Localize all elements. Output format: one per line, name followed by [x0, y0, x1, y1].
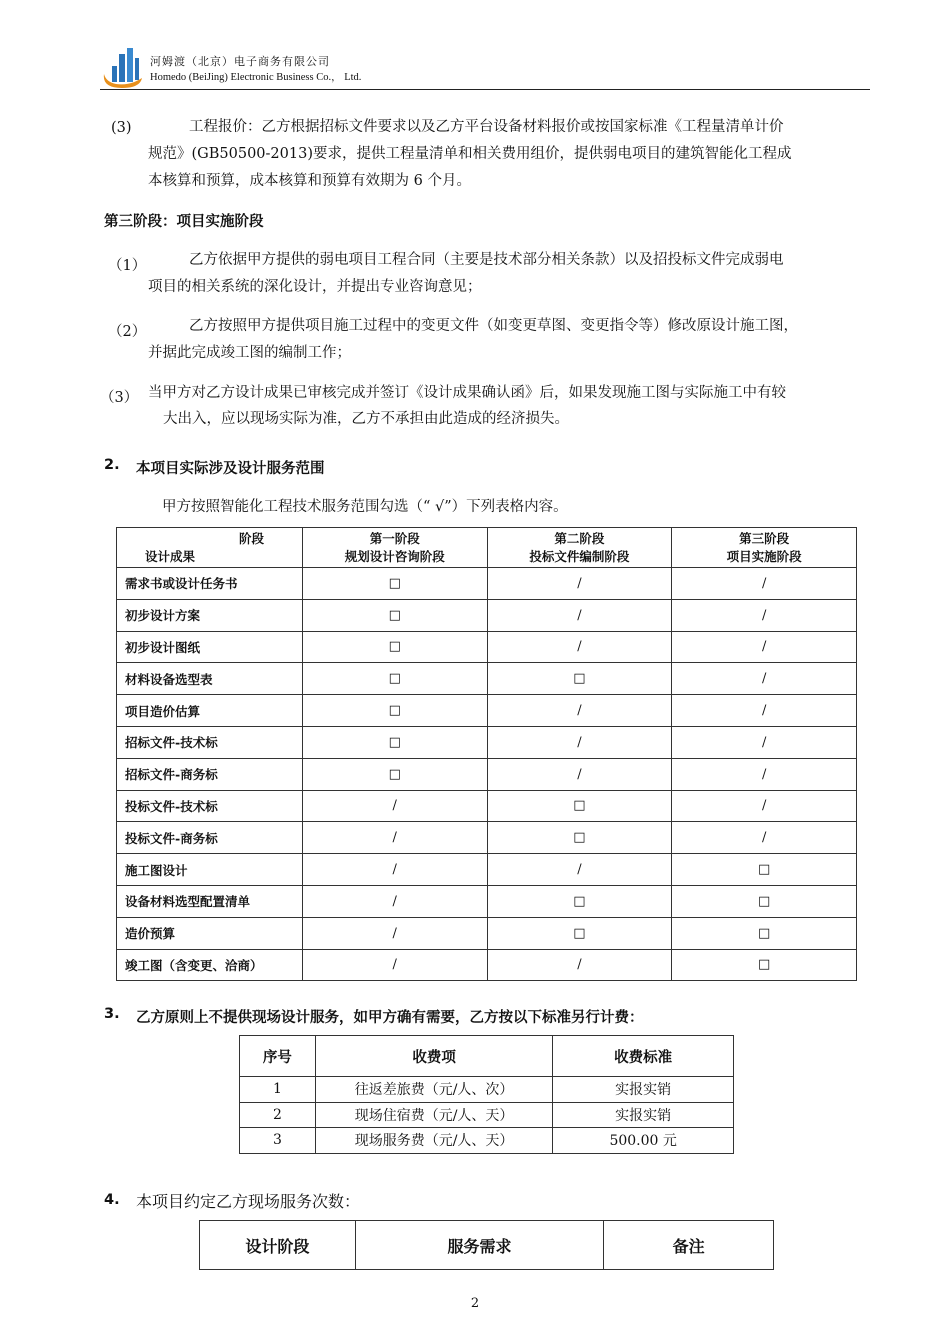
company-name-en: Homedo (BeiJing) Electronic Business Co.， Ltd.	[150, 72, 362, 83]
section-heading: 本项目实际涉及设计服务范围	[136, 461, 325, 477]
fee-item: 现场住宿费（元/人、天）	[315, 1102, 552, 1128]
column-header: 设计阶段	[200, 1221, 356, 1270]
stage-desc: 投标文件编制阶段	[529, 548, 630, 564]
checkbox-cell: /	[672, 599, 857, 631]
section-number: 3.	[104, 1006, 120, 1022]
paragraph-line: 甲方按照智能化工程技术服务范围勾选（“ √”）下列表格内容。	[162, 499, 568, 515]
checkbox-cell[interactable]: □	[487, 822, 672, 854]
row-number: 3	[240, 1128, 316, 1154]
corner-bottom-label: 设计成果	[145, 548, 196, 564]
column-header: 序号	[240, 1036, 316, 1077]
checkbox-cell[interactable]: □	[302, 631, 487, 663]
checkbox-cell: /	[672, 790, 857, 822]
checkbox-cell[interactable]: □	[302, 695, 487, 727]
checkbox-cell: /	[672, 568, 857, 600]
stage-desc: 项目实施阶段	[726, 548, 802, 564]
checkbox-cell[interactable]: □	[672, 854, 857, 886]
checkbox-cell[interactable]: □	[672, 917, 857, 949]
checkbox-cell[interactable]: □	[672, 949, 857, 981]
section-number: 4.	[104, 1192, 120, 1208]
checkbox-cell: /	[672, 695, 857, 727]
checkbox-cell: /	[487, 568, 672, 600]
table-row	[117, 758, 857, 790]
checkbox-cell: /	[302, 790, 487, 822]
table-row	[240, 1077, 734, 1103]
list-number: （2）	[108, 324, 147, 340]
table-row	[117, 695, 857, 727]
scope-table	[116, 527, 857, 981]
deliverable-cell: 投标文件-技术标	[117, 790, 303, 822]
fee-standard: 500.00 元	[553, 1128, 734, 1154]
deliverable-cell: 项目造价估算	[117, 695, 303, 727]
table-row	[117, 885, 857, 917]
checkbox-cell: /	[302, 949, 487, 981]
table-row	[117, 949, 857, 981]
checkbox-cell: /	[302, 885, 487, 917]
paragraph-line: 乙方按照甲方提供项目施工过程中的变更文件（如变更草图、变更指令等）修改原设计施工图，	[189, 318, 798, 334]
checkbox-cell[interactable]: □	[302, 599, 487, 631]
paragraph-line: 乙方依据甲方提供的弱电项目工程合同（主要是技术部分相关条款）以及招投标文件完成弱电	[189, 252, 784, 268]
deliverable-cell: 招标文件-商务标	[117, 758, 303, 790]
paragraph-line: 工程报价：乙方根据招标文件要求以及乙方平台设备材料报价或按国家标准《工程量清单计价	[189, 119, 784, 135]
table-row	[117, 822, 857, 854]
checkbox-cell: /	[672, 726, 857, 758]
stage-name: 第三阶段	[739, 530, 790, 546]
deliverable-cell: 材料设备选型表	[117, 663, 303, 695]
deliverable-cell: 初步设计图纸	[117, 631, 303, 663]
checkbox-cell[interactable]: □	[302, 568, 487, 600]
corner-top-label: 阶段	[239, 530, 265, 546]
checkbox-cell: /	[487, 695, 672, 727]
checkbox-cell: /	[302, 854, 487, 886]
deliverable-cell: 招标文件-技术标	[117, 726, 303, 758]
table-row	[117, 599, 857, 631]
checkbox-cell: /	[487, 726, 672, 758]
checkbox-cell: /	[672, 822, 857, 854]
column-header: 收费项	[315, 1036, 552, 1077]
table-header-row	[240, 1036, 734, 1077]
checkbox-cell: /	[487, 631, 672, 663]
checkbox-cell[interactable]: □	[487, 663, 672, 695]
deliverable-cell: 设备材料选型配置清单	[117, 885, 303, 917]
deliverable-cell: 需求书或设计任务书	[117, 568, 303, 600]
table-row	[117, 854, 857, 886]
paragraph-line: 大出入，应以现场实际为准，乙方不承担由此造成的经济损失。	[163, 411, 569, 427]
checkbox-cell[interactable]: □	[672, 885, 857, 917]
table-row	[117, 568, 857, 600]
column-header: 备注	[604, 1221, 774, 1270]
header-divider	[100, 89, 870, 90]
table-row	[117, 663, 857, 695]
checkbox-cell[interactable]: □	[302, 726, 487, 758]
list-number: （1）	[108, 258, 147, 274]
checkbox-cell[interactable]: □	[487, 885, 672, 917]
table-row	[240, 1128, 734, 1154]
checkbox-cell: /	[672, 758, 857, 790]
table-row	[240, 1102, 734, 1128]
section-heading: 第三阶段：项目实施阶段	[104, 214, 264, 230]
stage-header	[302, 528, 487, 568]
column-header: 收费标准	[553, 1036, 734, 1077]
checkbox-cell: /	[672, 631, 857, 663]
deliverable-cell: 初步设计方案	[117, 599, 303, 631]
list-number: (3)	[111, 120, 132, 136]
table-row	[117, 726, 857, 758]
deliverable-cell: 施工图设计	[117, 854, 303, 886]
company-logo	[100, 44, 144, 90]
row-number: 2	[240, 1102, 316, 1128]
paragraph-line: 本核算和预算，成本核算和预算有效期为 6 个月。	[148, 173, 471, 189]
paragraph-line: 并据此完成竣工图的编制工作；	[148, 345, 351, 361]
checkbox-cell[interactable]: □	[487, 790, 672, 822]
checkbox-cell: /	[672, 663, 857, 695]
list-number: （3）	[100, 390, 139, 406]
checkbox-cell[interactable]: □	[487, 917, 672, 949]
checkbox-cell: /	[487, 949, 672, 981]
table-row	[117, 917, 857, 949]
deliverable-cell: 投标文件-商务标	[117, 822, 303, 854]
stage-desc: 规划设计咨询阶段	[344, 548, 445, 564]
deliverable-cell: 造价预算	[117, 917, 303, 949]
paragraph-line: 当甲方对乙方设计成果已审核完成并签订《设计成果确认函》后，如果发现施工图与实际施工中有较	[148, 385, 786, 401]
fee-standard: 实报实销	[553, 1102, 734, 1128]
fee-item: 往返差旅费（元/人、次）	[315, 1077, 552, 1103]
paragraph-line: 规范》(GB50500-2013)要求，提供工程量清单和相关费用组价，提供弱电项目的建筑智能化工程成	[148, 146, 792, 162]
stage-header	[487, 528, 672, 568]
stage-header	[672, 528, 857, 568]
fee-table	[239, 1035, 734, 1154]
section-heading: 本项目约定乙方现场服务次数：	[136, 1192, 361, 1211]
section-heading: 乙方原则上不提供现场设计服务，如甲方确有需要，乙方按以下标准另行计费：	[136, 1010, 644, 1026]
page-number: 2	[470, 1296, 480, 1311]
company-name-cn: 河姆渡（北京）电子商务有限公司	[150, 55, 330, 68]
checkbox-cell: /	[487, 599, 672, 631]
deliverable-cell: 竣工图（含变更、洽商）	[117, 949, 303, 981]
checkbox-cell: /	[302, 917, 487, 949]
table-row	[117, 631, 857, 663]
table-row	[117, 790, 857, 822]
checkbox-cell[interactable]: □	[302, 758, 487, 790]
column-header: 服务需求	[355, 1221, 604, 1270]
fee-item: 现场服务费（元/人、天）	[315, 1128, 552, 1154]
checkbox-cell: /	[487, 854, 672, 886]
checkbox-cell: /	[487, 758, 672, 790]
corner-cell	[117, 528, 303, 568]
table-header-row	[117, 528, 857, 568]
stage-name: 第二阶段	[554, 530, 605, 546]
checkbox-cell: /	[302, 822, 487, 854]
fee-standard: 实报实销	[553, 1077, 734, 1103]
section-number: 2.	[104, 457, 120, 473]
row-number: 1	[240, 1077, 316, 1103]
checkbox-cell[interactable]: □	[302, 663, 487, 695]
paragraph-line: 项目的相关系统的深化设计，并提出专业咨询意见；	[148, 279, 482, 295]
service-table	[199, 1220, 774, 1270]
stage-name: 第一阶段	[369, 530, 420, 546]
table-header-row	[200, 1221, 774, 1270]
